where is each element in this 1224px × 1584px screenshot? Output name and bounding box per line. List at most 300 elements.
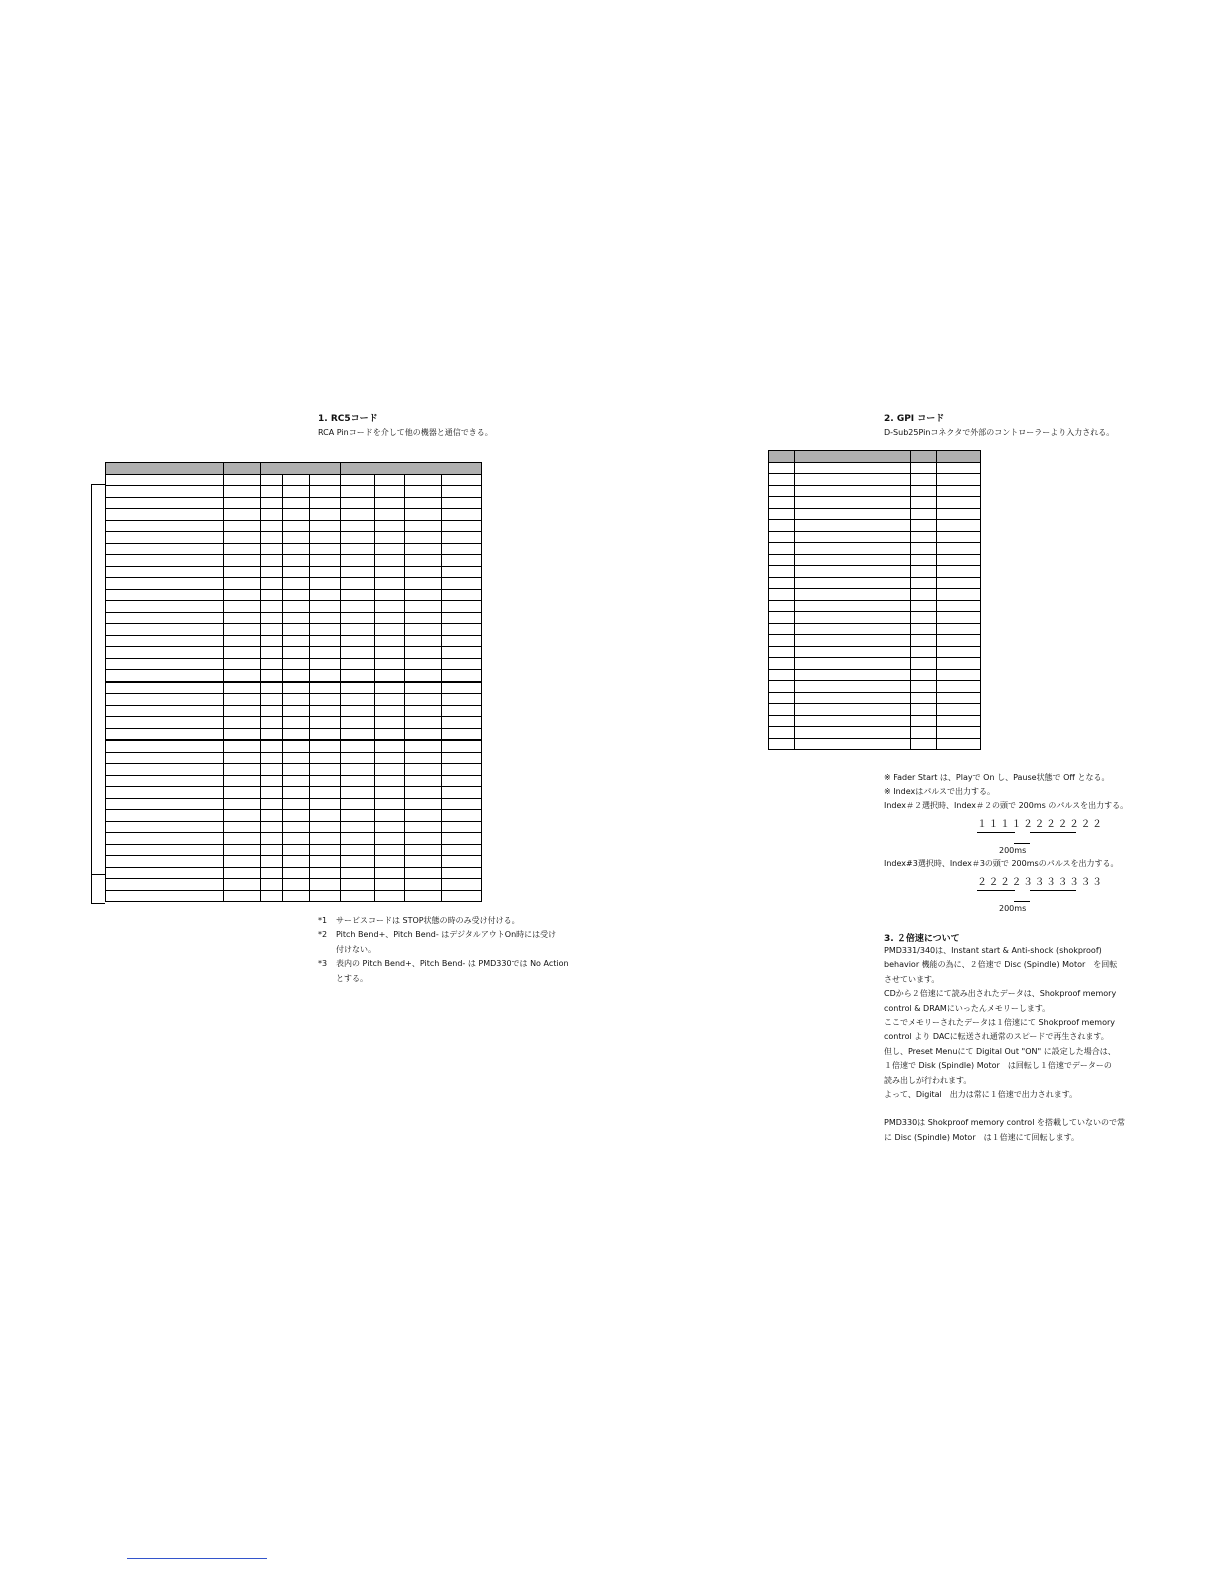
table-cell	[310, 532, 341, 544]
table-cell	[442, 787, 482, 799]
table-cell	[405, 670, 442, 682]
table-cell	[911, 462, 937, 474]
table-cell	[310, 601, 341, 613]
table-cell	[106, 810, 224, 822]
table-row	[106, 728, 482, 740]
table-cell	[937, 531, 981, 543]
table-cell	[795, 589, 911, 601]
table-cell	[442, 589, 482, 601]
table-cell	[283, 833, 310, 845]
table-cell	[405, 682, 442, 694]
table-row	[769, 577, 981, 589]
rc5-bracket-top	[91, 484, 105, 485]
table-cell	[283, 867, 310, 879]
table-cell	[341, 879, 375, 891]
table-cell	[310, 879, 341, 891]
table-cell	[937, 543, 981, 555]
table-cell	[341, 566, 375, 578]
table-cell	[375, 775, 405, 787]
table-cell	[341, 601, 375, 613]
table-cell	[442, 821, 482, 833]
table-cell	[224, 647, 261, 659]
table-cell	[283, 509, 310, 521]
table-cell	[937, 715, 981, 727]
table-cell	[375, 879, 405, 891]
table-cell	[442, 647, 482, 659]
table-cell	[769, 497, 795, 509]
table-cell	[261, 486, 283, 498]
table-cell	[283, 474, 310, 486]
table-cell	[937, 727, 981, 739]
table-cell	[375, 798, 405, 810]
table-cell	[106, 717, 224, 729]
table-cell	[224, 635, 261, 647]
table-cell	[405, 740, 442, 752]
table-cell	[224, 787, 261, 799]
table-cell	[341, 532, 375, 544]
table-cell	[283, 635, 310, 647]
table-cell	[224, 867, 261, 879]
table-row	[769, 474, 981, 486]
table-cell	[769, 727, 795, 739]
table-cell	[341, 497, 375, 509]
table-cell	[769, 681, 795, 693]
rc5-note	[318, 972, 569, 986]
table-cell	[310, 844, 341, 856]
table-cell	[375, 474, 405, 486]
table-cell	[375, 752, 405, 764]
table-cell	[375, 589, 405, 601]
table-cell	[442, 658, 482, 670]
table-cell	[310, 821, 341, 833]
table-cell	[375, 635, 405, 647]
table-cell	[341, 752, 375, 764]
table-cell	[283, 578, 310, 590]
table-cell	[310, 705, 341, 717]
table-cell	[375, 509, 405, 521]
note-mark: *1	[318, 916, 328, 925]
table-row	[769, 738, 981, 750]
header-cell	[224, 463, 261, 475]
speed-title: 3. ２倍速について	[884, 934, 960, 944]
table-cell	[106, 844, 224, 856]
table-cell	[310, 520, 341, 532]
rc5-note	[318, 957, 569, 971]
table-cell	[937, 566, 981, 578]
table-cell	[224, 601, 261, 613]
table-cell	[341, 555, 375, 567]
table-cell	[106, 486, 224, 498]
table-cell	[405, 589, 442, 601]
table-cell	[442, 844, 482, 856]
pulse-line-2a	[977, 890, 1015, 891]
table-row	[106, 647, 482, 659]
table-cell	[405, 624, 442, 636]
table-cell	[261, 509, 283, 521]
table-cell	[405, 520, 442, 532]
table-cell	[795, 635, 911, 647]
table-row	[769, 681, 981, 693]
table-cell	[769, 623, 795, 635]
table-row	[106, 879, 482, 891]
table-cell	[224, 497, 261, 509]
table-cell	[341, 658, 375, 670]
table-cell	[224, 717, 261, 729]
table-cell	[283, 658, 310, 670]
table-cell	[442, 694, 482, 706]
table-row	[106, 764, 482, 776]
table-cell	[769, 554, 795, 566]
table-cell	[261, 520, 283, 532]
note-text: 付けない。	[336, 944, 376, 954]
table-cell	[224, 810, 261, 822]
speed-line: control & DRAMにいったんメモリーします。	[884, 1003, 1051, 1013]
table-cell	[442, 601, 482, 613]
rc5-bracket-bottom	[91, 903, 105, 904]
table-cell	[442, 578, 482, 590]
table-cell	[769, 474, 795, 486]
table-cell	[224, 821, 261, 833]
speed-line: PMD330は Shokproof memory control を搭載していないので常	[884, 1118, 1125, 1128]
header-cell	[769, 451, 795, 463]
table-cell	[769, 589, 795, 601]
pulse-line-1b	[1030, 832, 1076, 833]
table-cell	[769, 669, 795, 681]
table-cell	[405, 856, 442, 868]
speed-line: に Disc (Spindle) Motor は１倍速にて回転します。	[884, 1132, 1079, 1142]
table-cell	[769, 577, 795, 589]
table-cell	[375, 520, 405, 532]
table-cell	[442, 497, 482, 509]
table-cell	[283, 601, 310, 613]
table-row	[769, 497, 981, 509]
table-row	[106, 810, 482, 822]
table-cell	[310, 728, 341, 740]
table-cell	[442, 670, 482, 682]
rc5-header-row	[106, 463, 482, 475]
speed-line: よって、Digital 出力は常に１倍速で出力されます。	[884, 1089, 1078, 1099]
rc5-notes	[318, 914, 569, 986]
table-cell	[341, 474, 375, 486]
table-cell	[911, 704, 937, 716]
table-cell	[769, 715, 795, 727]
table-row	[106, 787, 482, 799]
table-cell	[937, 646, 981, 658]
table-cell	[795, 508, 911, 520]
table-cell	[261, 867, 283, 879]
table-cell	[224, 890, 261, 902]
header-cell	[911, 451, 937, 463]
table-cell	[442, 740, 482, 752]
rc5-code-table	[105, 462, 482, 902]
speed-body	[884, 944, 1125, 1145]
table-cell	[224, 578, 261, 590]
table-cell	[341, 890, 375, 902]
table-cell	[341, 543, 375, 555]
table-cell	[310, 658, 341, 670]
table-cell	[442, 566, 482, 578]
table-row	[106, 856, 482, 868]
table-cell	[310, 543, 341, 555]
table-row	[769, 554, 981, 566]
table-cell	[795, 462, 911, 474]
table-cell	[911, 497, 937, 509]
table-cell	[442, 833, 482, 845]
table-row	[106, 682, 482, 694]
table-cell	[769, 566, 795, 578]
table-cell	[911, 612, 937, 624]
table-cell	[106, 670, 224, 682]
table-cell	[224, 764, 261, 776]
table-cell	[769, 612, 795, 624]
table-cell	[375, 682, 405, 694]
table-cell	[261, 566, 283, 578]
table-cell	[442, 520, 482, 532]
table-cell	[405, 810, 442, 822]
table-cell	[911, 646, 937, 658]
table-cell	[106, 509, 224, 521]
header-cell	[341, 463, 482, 475]
table-cell	[341, 509, 375, 521]
table-cell	[283, 589, 310, 601]
table-cell	[310, 624, 341, 636]
table-cell	[310, 764, 341, 776]
table-cell	[795, 646, 911, 658]
gpi-subtitle: D-Sub25Pinコネクタで外部のコントローラーより入力される。	[884, 428, 1115, 437]
table-cell	[106, 705, 224, 717]
table-cell	[310, 589, 341, 601]
table-cell	[106, 566, 224, 578]
table-row	[106, 833, 482, 845]
table-cell	[106, 612, 224, 624]
table-cell	[341, 578, 375, 590]
table-cell	[224, 682, 261, 694]
note-text: とする。	[336, 973, 368, 983]
table-cell	[310, 890, 341, 902]
table-row	[106, 740, 482, 752]
table-cell	[224, 833, 261, 845]
table-cell	[937, 485, 981, 497]
table-cell	[375, 601, 405, 613]
table-cell	[937, 508, 981, 520]
table-cell	[795, 566, 911, 578]
table-row	[106, 705, 482, 717]
table-row	[769, 623, 981, 635]
table-row	[106, 612, 482, 624]
table-cell	[442, 752, 482, 764]
table-row	[769, 692, 981, 704]
table-row	[106, 658, 482, 670]
table-cell	[224, 728, 261, 740]
table-cell	[405, 775, 442, 787]
table-cell	[795, 600, 911, 612]
table-cell	[283, 856, 310, 868]
table-cell	[405, 486, 442, 498]
table-cell	[106, 589, 224, 601]
footer-link-underline	[127, 1558, 267, 1559]
table-cell	[795, 738, 911, 750]
table-cell	[106, 764, 224, 776]
table-row	[106, 520, 482, 532]
table-cell	[911, 669, 937, 681]
table-row	[106, 844, 482, 856]
table-row	[769, 704, 981, 716]
table-cell	[106, 728, 224, 740]
table-row	[106, 635, 482, 647]
table-cell	[937, 600, 981, 612]
table-row	[106, 532, 482, 544]
table-cell	[310, 578, 341, 590]
table-cell	[375, 670, 405, 682]
table-cell	[375, 728, 405, 740]
table-cell	[442, 486, 482, 498]
table-cell	[375, 833, 405, 845]
table-cell	[937, 577, 981, 589]
header-cell	[261, 463, 341, 475]
table-row	[769, 508, 981, 520]
table-cell	[405, 509, 442, 521]
table-cell	[261, 844, 283, 856]
table-cell	[375, 844, 405, 856]
speed-line: behavior 機能の為に、２倍速で Disc (Spindle) Motor を回転	[884, 960, 1118, 970]
table-cell	[283, 879, 310, 891]
table-cell	[937, 635, 981, 647]
table-cell	[442, 612, 482, 624]
table-cell	[937, 681, 981, 693]
rc5-note	[318, 928, 569, 942]
table-cell	[106, 555, 224, 567]
header-cell	[937, 451, 981, 463]
gpi-note-index3: Index#3選択時、Index＃3の頭で 200msのパルスを出力する。	[884, 859, 1119, 868]
table-cell	[442, 705, 482, 717]
table-cell	[375, 856, 405, 868]
table-cell	[937, 692, 981, 704]
table-cell	[106, 647, 224, 659]
table-cell	[341, 798, 375, 810]
table-row	[769, 727, 981, 739]
table-cell	[795, 681, 911, 693]
table-cell	[341, 844, 375, 856]
table-cell	[106, 520, 224, 532]
gpi-title: 2. GPI コード	[884, 414, 945, 424]
table-cell	[911, 508, 937, 520]
table-cell	[283, 682, 310, 694]
table-cell	[310, 833, 341, 845]
table-cell	[375, 717, 405, 729]
note-text: Pitch Bend+、Pitch Bend- はデジタルアウトOn時には受け	[336, 930, 557, 940]
table-cell	[405, 844, 442, 856]
pulse-mark-2	[1014, 901, 1030, 902]
rc5-note	[318, 943, 569, 957]
table-cell	[261, 532, 283, 544]
table-cell	[911, 474, 937, 486]
table-cell	[341, 589, 375, 601]
table-cell	[224, 612, 261, 624]
table-cell	[261, 555, 283, 567]
gpi-note-index: ※ Indexはパルスで出力する。	[884, 787, 996, 796]
table-cell	[310, 717, 341, 729]
table-cell	[341, 833, 375, 845]
header-cell	[795, 451, 911, 463]
table-cell	[405, 566, 442, 578]
table-cell	[911, 635, 937, 647]
table-cell	[911, 658, 937, 670]
table-cell	[261, 624, 283, 636]
table-cell	[442, 867, 482, 879]
speed-line: control より DACに転送され通常のスピードで再生されます。	[884, 1032, 1109, 1042]
table-cell	[442, 856, 482, 868]
table-cell	[283, 728, 310, 740]
table-cell	[261, 821, 283, 833]
table-cell	[405, 879, 442, 891]
table-cell	[795, 531, 911, 543]
rc5-title: 1. RC5コード	[318, 414, 378, 424]
table-cell	[769, 738, 795, 750]
table-cell	[261, 647, 283, 659]
table-row	[769, 669, 981, 681]
table-cell	[375, 624, 405, 636]
table-cell	[795, 715, 911, 727]
table-cell	[310, 682, 341, 694]
table-cell	[375, 486, 405, 498]
table-cell	[224, 670, 261, 682]
table-cell	[795, 554, 911, 566]
table-cell	[224, 879, 261, 891]
table-cell	[341, 647, 375, 659]
table-cell	[310, 497, 341, 509]
table-cell	[310, 509, 341, 521]
table-cell	[283, 787, 310, 799]
table-cell	[310, 752, 341, 764]
table-cell	[405, 543, 442, 555]
table-row	[106, 497, 482, 509]
table-cell	[310, 856, 341, 868]
table-cell	[310, 555, 341, 567]
table-cell	[769, 462, 795, 474]
table-cell	[442, 555, 482, 567]
table-cell	[795, 727, 911, 739]
table-cell	[261, 474, 283, 486]
table-cell	[106, 694, 224, 706]
table-row	[106, 775, 482, 787]
table-cell	[769, 600, 795, 612]
table-cell	[261, 717, 283, 729]
table-cell	[283, 764, 310, 776]
header-cell	[106, 463, 224, 475]
table-cell	[769, 658, 795, 670]
table-cell	[405, 532, 442, 544]
table-cell	[224, 509, 261, 521]
table-cell	[795, 623, 911, 635]
table-cell	[341, 856, 375, 868]
table-cell	[937, 612, 981, 624]
table-cell	[106, 740, 224, 752]
table-cell	[341, 670, 375, 682]
speed-line: １倍速で Disk (Spindle) Motor は回転し１倍速でデーターの	[884, 1061, 1112, 1071]
table-cell	[937, 462, 981, 474]
table-cell	[375, 658, 405, 670]
table-cell	[341, 694, 375, 706]
table-cell	[261, 890, 283, 902]
table-cell	[106, 543, 224, 555]
table-cell	[911, 738, 937, 750]
table-cell	[405, 635, 442, 647]
table-cell	[261, 833, 283, 845]
table-cell	[442, 682, 482, 694]
speed-line: 読み出しが行われます。	[884, 1075, 972, 1085]
table-cell	[310, 740, 341, 752]
speed-line: 但し、Preset Menuにて Digital Out "ON" に設定した場合は、	[884, 1046, 1116, 1056]
